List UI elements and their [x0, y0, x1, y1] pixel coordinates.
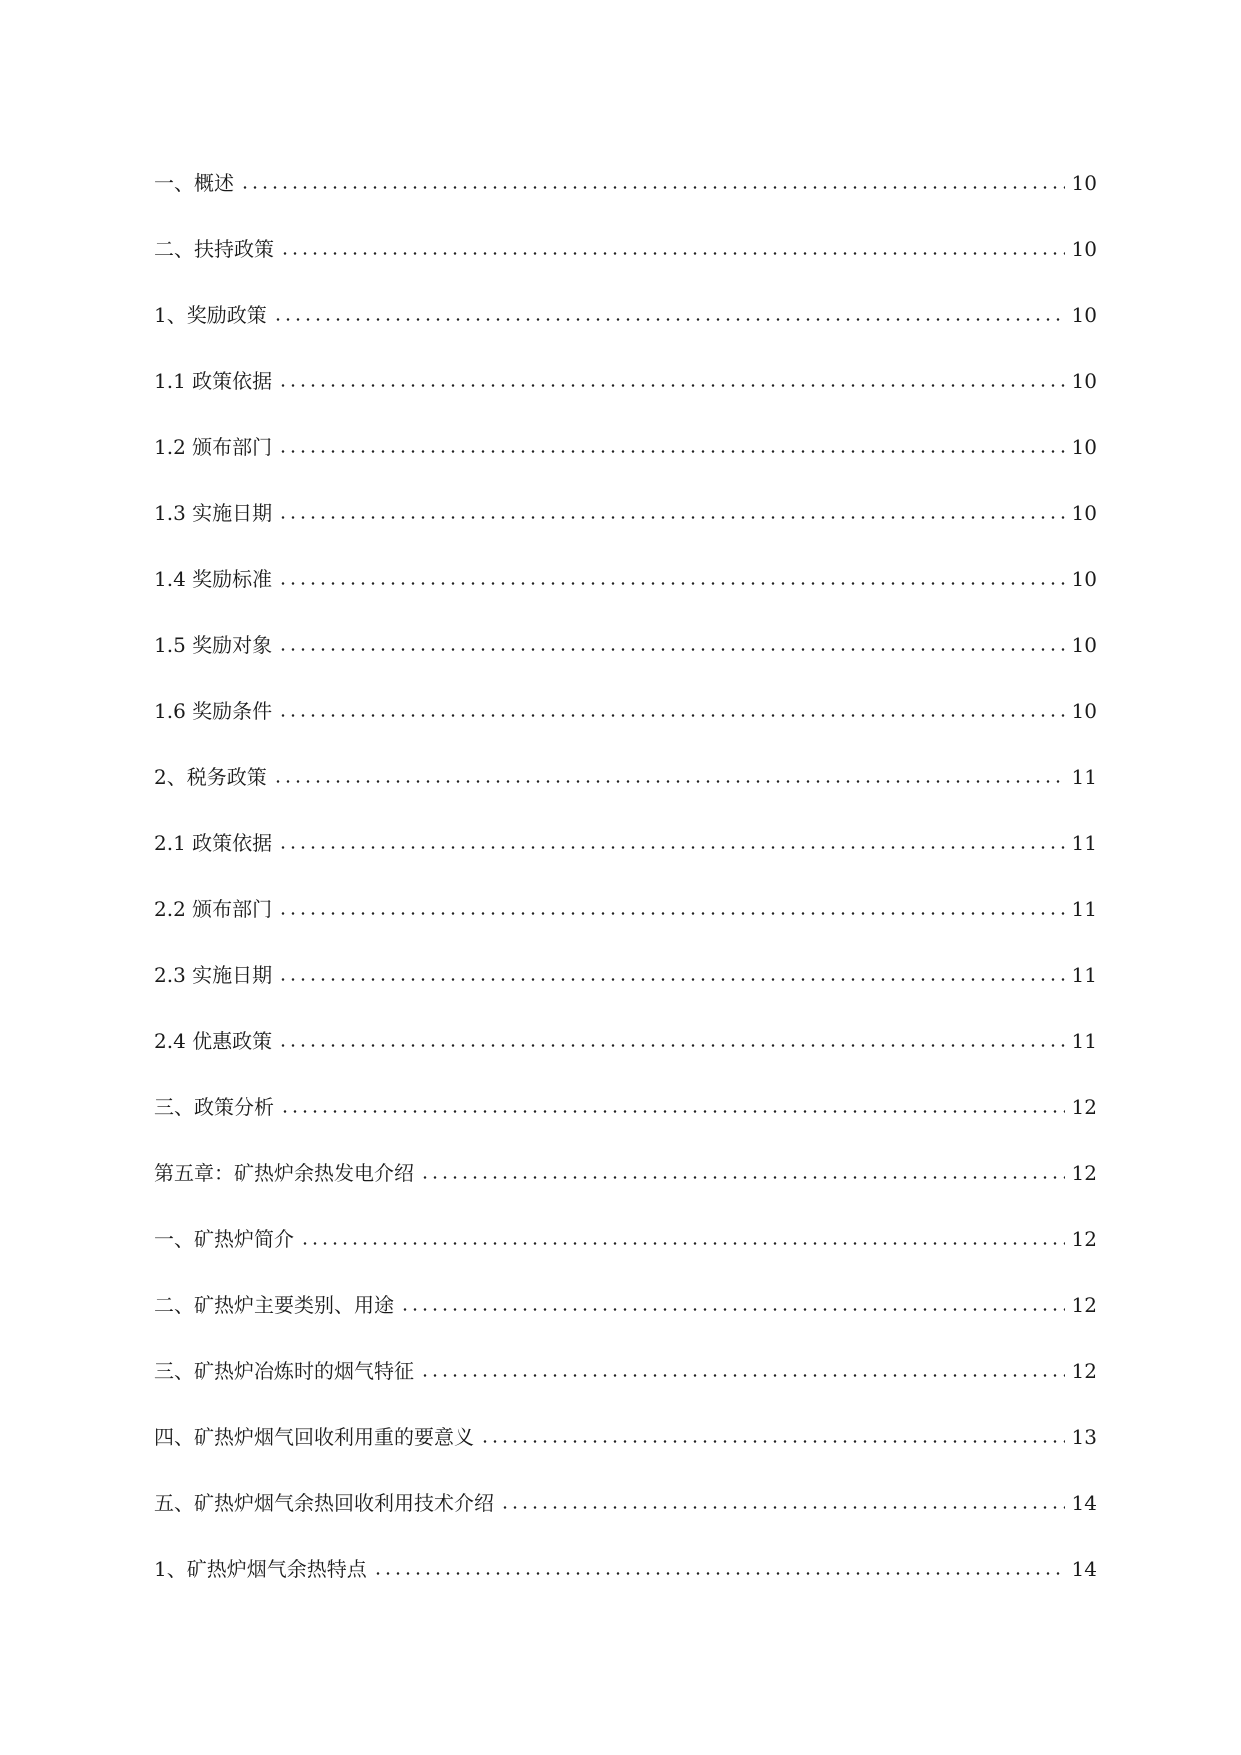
- toc-entry-title: 二、矿热炉主要类别、用途: [154, 1293, 394, 1317]
- toc-entry[interactable]: [154, 348, 1097, 414]
- toc-entry-page: 13: [1071, 1425, 1097, 1449]
- toc-dot-leader: [480, 1423, 1065, 1451]
- toc-entry-page: 11: [1071, 963, 1097, 987]
- toc-dot-leader: [240, 169, 1065, 197]
- toc-entry-page: 11: [1071, 765, 1097, 789]
- toc-entry[interactable]: [154, 1470, 1097, 1536]
- toc-entry-title: 一、概述: [154, 171, 234, 195]
- toc-entry[interactable]: [154, 216, 1097, 282]
- toc-dot-leader: [300, 1225, 1065, 1253]
- toc-entry[interactable]: [154, 1206, 1097, 1272]
- toc-entry[interactable]: [154, 414, 1097, 480]
- toc-entry-title: 2.1 政策依据: [154, 831, 273, 855]
- toc-dot-leader: [278, 631, 1065, 659]
- toc-entry-page: 10: [1071, 171, 1097, 195]
- toc-dot-leader: [278, 499, 1065, 527]
- toc-dot-leader: [278, 565, 1065, 593]
- toc-entry-title: 一、矿热炉简介: [154, 1227, 294, 1251]
- toc-entry-page: 12: [1071, 1095, 1097, 1119]
- toc-entry[interactable]: [154, 1008, 1097, 1074]
- toc-entry[interactable]: [154, 1338, 1097, 1404]
- toc-entry[interactable]: [154, 744, 1097, 810]
- toc-entry-page: 10: [1071, 237, 1097, 261]
- toc-dot-leader: [273, 301, 1065, 329]
- toc-entry-page: 10: [1071, 567, 1097, 591]
- toc-entry-title: 三、矿热炉冶炼时的烟气特征: [154, 1359, 414, 1383]
- toc-dot-leader: [278, 433, 1065, 461]
- toc-dot-leader: [278, 1027, 1065, 1055]
- toc-dot-leader: [273, 763, 1065, 791]
- toc-entry-title: 1.6 奖励条件: [154, 699, 273, 723]
- toc-entry-title: 1.4 奖励标准: [154, 567, 273, 591]
- toc-dot-leader: [500, 1489, 1065, 1517]
- table-of-contents: [154, 150, 1097, 1602]
- toc-dot-leader: [278, 961, 1065, 989]
- toc-entry-title: 1.1 政策依据: [154, 369, 273, 393]
- toc-dot-leader: [278, 367, 1065, 395]
- toc-dot-leader: [278, 697, 1065, 725]
- toc-entry-title: 2.3 实施日期: [154, 963, 273, 987]
- toc-dot-leader: [280, 235, 1065, 263]
- toc-entry[interactable]: [154, 150, 1097, 216]
- toc-dot-leader: [278, 895, 1065, 923]
- toc-entry-page: 10: [1071, 435, 1097, 459]
- toc-entry-title: 1.2 颁布部门: [154, 435, 273, 459]
- toc-entry-page: 11: [1071, 897, 1097, 921]
- toc-entry[interactable]: [154, 678, 1097, 744]
- toc-dot-leader: [278, 829, 1065, 857]
- toc-entry-title: 1、矿热炉烟气余热特点: [154, 1557, 367, 1581]
- toc-entry[interactable]: [154, 1272, 1097, 1338]
- toc-entry-page: 11: [1071, 831, 1097, 855]
- toc-entry-page: 10: [1071, 633, 1097, 657]
- toc-entry[interactable]: [154, 1404, 1097, 1470]
- toc-entry-page: 12: [1071, 1293, 1097, 1317]
- toc-entry[interactable]: [154, 1536, 1097, 1602]
- toc-entry[interactable]: [154, 612, 1097, 678]
- toc-entry[interactable]: [154, 1140, 1097, 1206]
- toc-dot-leader: [373, 1555, 1065, 1583]
- toc-entry-title: 四、矿热炉烟气回收利用重的要意义: [154, 1425, 474, 1449]
- toc-entry-page: 11: [1071, 1029, 1097, 1053]
- toc-entry-page: 12: [1071, 1161, 1097, 1185]
- toc-entry-page: 14: [1071, 1557, 1097, 1581]
- toc-entry-page: 10: [1071, 303, 1097, 327]
- toc-entry[interactable]: [154, 810, 1097, 876]
- toc-entry-page: 10: [1071, 699, 1097, 723]
- toc-entry-title: 三、政策分析: [154, 1095, 274, 1119]
- toc-entry[interactable]: [154, 876, 1097, 942]
- toc-entry[interactable]: [154, 282, 1097, 348]
- toc-entry[interactable]: [154, 480, 1097, 546]
- toc-entry-page: 12: [1071, 1227, 1097, 1251]
- toc-entry-title: 1.5 奖励对象: [154, 633, 273, 657]
- toc-dot-leader: [420, 1159, 1065, 1187]
- toc-entry-title: 五、矿热炉烟气余热回收利用技术介绍: [154, 1491, 494, 1515]
- toc-dot-leader: [280, 1093, 1065, 1121]
- toc-entry-page: 14: [1071, 1491, 1097, 1515]
- toc-entry-title: 二、扶持政策: [154, 237, 274, 261]
- toc-dot-leader: [420, 1357, 1065, 1385]
- toc-entry[interactable]: [154, 942, 1097, 1008]
- toc-entry-title: 第五章：矿热炉余热发电介绍: [154, 1161, 414, 1185]
- toc-entry-title: 2.2 颁布部门: [154, 897, 273, 921]
- toc-entry-page: 10: [1071, 369, 1097, 393]
- toc-entry-title: 1.3 实施日期: [154, 501, 273, 525]
- toc-entry-title: 1、奖励政策: [154, 303, 267, 327]
- toc-entry-title: 2.4 优惠政策: [154, 1029, 273, 1053]
- toc-entry[interactable]: [154, 546, 1097, 612]
- toc-entry-title: 2、税务政策: [154, 765, 267, 789]
- toc-dot-leader: [400, 1291, 1065, 1319]
- toc-entry[interactable]: [154, 1074, 1097, 1140]
- toc-entry-page: 12: [1071, 1359, 1097, 1383]
- toc-entry-page: 10: [1071, 501, 1097, 525]
